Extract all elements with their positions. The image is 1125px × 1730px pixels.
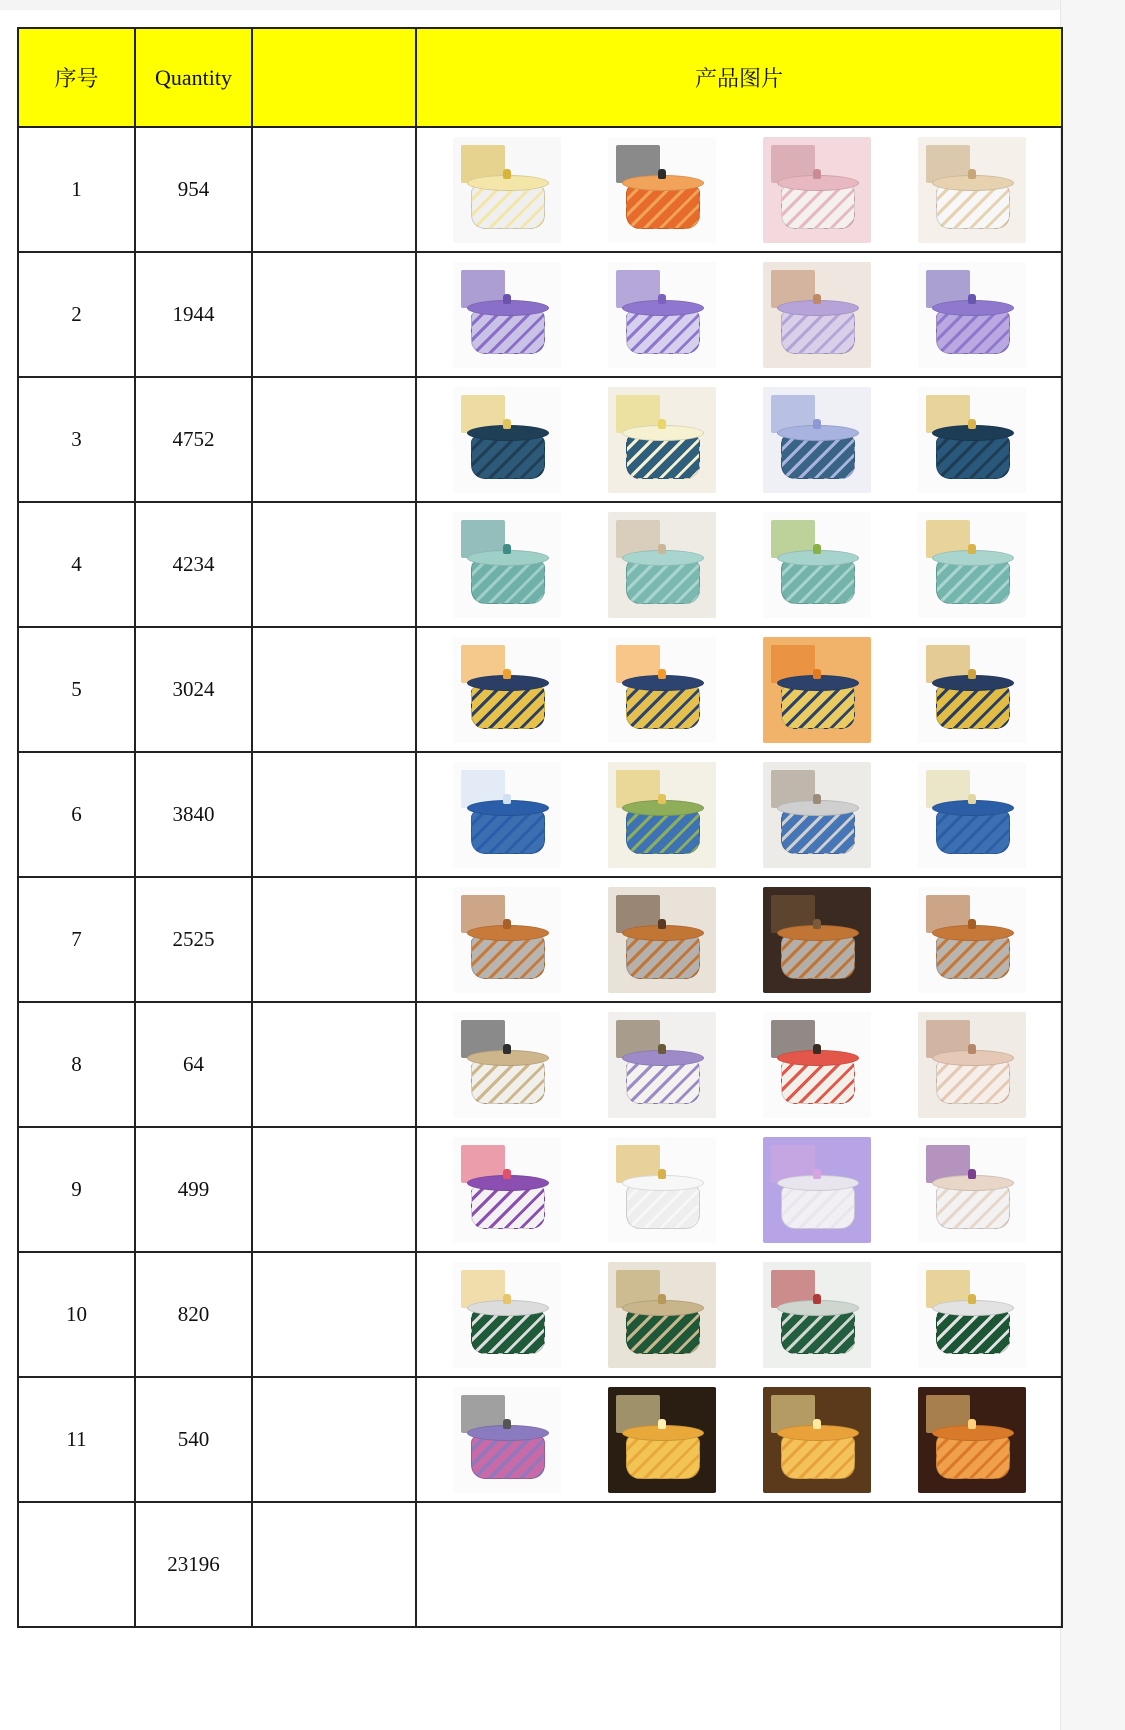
product-images-cell — [416, 1377, 1062, 1502]
candle-container-shape — [781, 560, 855, 604]
lid-knob-shape — [813, 294, 821, 304]
quantity-cell: 1944 — [135, 252, 252, 377]
blue-tin-living-room-image — [763, 762, 871, 868]
candle-container-shape — [936, 1060, 1010, 1104]
lid-knob-shape — [968, 1419, 976, 1429]
lid-knob-shape — [813, 1294, 821, 1304]
table-row — [18, 1377, 1062, 1502]
total-blank-cell — [252, 1502, 416, 1627]
quantity-cell: 820 — [135, 1252, 252, 1377]
lid-knob-shape — [658, 919, 666, 929]
top-strip — [0, 0, 1125, 10]
christmas-decor-collage-image — [763, 1262, 871, 1368]
candle-container-shape — [471, 310, 545, 354]
blank-cell — [252, 1002, 416, 1127]
frosted-jar-set-detail-image — [918, 1137, 1026, 1243]
lid-knob-shape — [968, 669, 976, 679]
lid-knob-shape — [658, 669, 666, 679]
candle-container-shape — [626, 1185, 700, 1229]
lid-knob-shape — [503, 169, 511, 179]
blank-cell — [252, 252, 416, 377]
product-images-cell — [416, 252, 1062, 377]
candle-container-shape — [626, 435, 700, 479]
lid-knob-shape — [968, 419, 976, 429]
serial-number-cell: 5 — [18, 627, 135, 752]
lid-knob-shape — [658, 169, 666, 179]
fairy-lights-bedroom-image — [918, 1387, 1026, 1493]
lid-knob-shape — [503, 294, 511, 304]
lid-knob-shape — [658, 294, 666, 304]
table-row — [18, 1252, 1062, 1377]
product-image-strip — [417, 1257, 1061, 1372]
lid-knob-shape — [968, 1044, 976, 1054]
navy-tin-with-orchid-image — [608, 387, 716, 493]
candle-container-shape — [936, 1185, 1010, 1229]
lid-knob-shape — [813, 919, 821, 929]
candle-container-shape — [626, 685, 700, 729]
serial-number-cell: 1 — [18, 127, 135, 252]
blank-cell — [252, 1377, 416, 1502]
quantity-cell: 64 — [135, 1002, 252, 1127]
lid-knob-shape — [503, 1169, 511, 1179]
lid-knob-shape — [658, 1044, 666, 1054]
serial-number-cell: 11 — [18, 1377, 135, 1502]
copper-lid-candle-tin-image — [918, 887, 1026, 993]
blank-cell — [252, 752, 416, 877]
serial-number-cell: 3 — [18, 377, 135, 502]
candle-container-shape — [936, 560, 1010, 604]
lifestyle-collage-image — [763, 262, 871, 368]
quantity-cell: 540 — [135, 1377, 252, 1502]
quantity-cell: 2525 — [135, 877, 252, 1002]
serial-number-cell: 9 — [18, 1127, 135, 1252]
candle-container-shape — [936, 1310, 1010, 1354]
candle-container-shape — [936, 1435, 1010, 1479]
page-right-margin — [1060, 0, 1125, 1730]
lid-knob-shape — [813, 419, 821, 429]
candle-container-shape — [471, 435, 545, 479]
lid-knob-shape — [503, 669, 511, 679]
product-image-strip — [417, 1007, 1061, 1122]
quantity-cell: 499 — [135, 1127, 252, 1252]
lid-knob-shape — [813, 1169, 821, 1179]
candle-container-shape — [936, 435, 1010, 479]
lid-knob-shape — [813, 794, 821, 804]
candle-container-shape — [781, 310, 855, 354]
table-row — [18, 877, 1062, 1002]
purple-lid-candle-tin-with-box-image — [453, 262, 561, 368]
blank-cell — [252, 627, 416, 752]
product-image-strip — [417, 632, 1061, 747]
navy-geometric-candle-tin-with-box-image — [453, 387, 561, 493]
header-serial-number: 序号 — [18, 28, 135, 127]
product-image-strip — [417, 757, 1061, 872]
total-serial-cell — [18, 1502, 135, 1627]
navy-tin-with-hydrangea-image — [763, 387, 871, 493]
candle-container-shape — [936, 310, 1010, 354]
lid-knob-shape — [813, 1044, 821, 1054]
candle-container-shape — [626, 185, 700, 229]
candle-container-shape — [471, 1435, 545, 1479]
lid-knob-shape — [968, 544, 976, 554]
lid-knob-shape — [968, 294, 976, 304]
peace-candle-on-tray-image — [608, 1262, 716, 1368]
candle-container-shape — [781, 685, 855, 729]
yellow-floral-candle-tin-image — [918, 637, 1026, 743]
candle-container-shape — [781, 435, 855, 479]
heart-card-candle-jar-image — [453, 1137, 561, 1243]
copper-tin-with-coffee-beans-image — [608, 887, 716, 993]
candle-container-shape — [626, 1060, 700, 1104]
lid-knob-shape — [503, 1294, 511, 1304]
candle-with-soy-beans-image — [918, 137, 1026, 243]
product-image-strip — [417, 132, 1061, 247]
candle-container-shape — [626, 1310, 700, 1354]
lid-knob-shape — [813, 669, 821, 679]
table-row — [18, 252, 1062, 377]
product-image-strip — [417, 882, 1061, 997]
lid-knob-shape — [968, 169, 976, 179]
lid-knob-shape — [658, 1294, 666, 1304]
product-images-cell — [416, 127, 1062, 252]
quantity-cell: 3024 — [135, 627, 252, 752]
product-images-cell — [416, 1002, 1062, 1127]
teal-geometric-candle-tin-with-box-image — [453, 512, 561, 618]
blank-cell — [252, 377, 416, 502]
teal-geometric-candle-tin-image — [918, 512, 1026, 618]
candle-container-shape — [471, 1060, 545, 1104]
purple-tin-with-lavender-image — [608, 262, 716, 368]
table-row — [18, 627, 1062, 752]
lid-knob-shape — [658, 419, 666, 429]
quantity-cell: 4752 — [135, 377, 252, 502]
serial-number-cell: 2 — [18, 252, 135, 377]
lid-knob-shape — [968, 794, 976, 804]
candle-container-shape — [781, 1185, 855, 1229]
blank-cell — [252, 502, 416, 627]
product-images-cell — [416, 1252, 1062, 1377]
table-row — [18, 502, 1062, 627]
table-row — [18, 127, 1062, 252]
blue-floral-candle-tin-with-box-image — [453, 762, 561, 868]
yellow-floral-candle-tin-with-box-image — [453, 637, 561, 743]
candle-container-shape — [626, 1435, 700, 1479]
candle-container-shape — [936, 810, 1010, 854]
blank-cell — [252, 1127, 416, 1252]
blue-floral-candle-tin-image — [918, 762, 1026, 868]
product-quantity-table — [17, 27, 1063, 1628]
star-curtain-lights-window-image — [763, 1387, 871, 1493]
spa-lifestyle-collage-image — [918, 1012, 1026, 1118]
product-image-strip — [417, 1382, 1061, 1497]
lid-knob-shape — [503, 794, 511, 804]
serial-number-cell: 10 — [18, 1252, 135, 1377]
yellow-tin-with-citrus-image — [608, 637, 716, 743]
blank-cell — [252, 127, 416, 252]
candle-container-shape — [471, 1185, 545, 1229]
quantity-cell: 954 — [135, 127, 252, 252]
candle-container-shape — [471, 1310, 545, 1354]
header-blank — [252, 28, 416, 127]
serial-number-cell: 4 — [18, 502, 135, 627]
blue-tin-with-olive-oil-image — [608, 762, 716, 868]
frosted-glass-jar-with-butterfly-image — [608, 1137, 716, 1243]
white-floral-candle-jar-image — [453, 137, 561, 243]
glass-candle-with-lavender-image — [608, 1012, 716, 1118]
candle-container-shape — [471, 560, 545, 604]
frosted-jar-with-crystals-image — [763, 1137, 871, 1243]
lid-knob-shape — [503, 544, 511, 554]
candle-container-shape — [936, 685, 1010, 729]
lid-knob-shape — [658, 1419, 666, 1429]
candle-container-shape — [626, 935, 700, 979]
product-images-cell — [416, 877, 1062, 1002]
product-image-strip — [417, 507, 1061, 622]
blank-cell — [252, 877, 416, 1002]
candle-container-shape — [626, 560, 700, 604]
glass-candle-with-grapefruit-image — [763, 1012, 871, 1118]
lid-knob-shape — [658, 1169, 666, 1179]
copper-tin-dark-scene-image — [763, 887, 871, 993]
candle-container-shape — [471, 685, 545, 729]
candle-container-shape — [781, 185, 855, 229]
serial-number-cell: 7 — [18, 877, 135, 1002]
peace-candle-detail-image — [918, 1262, 1026, 1368]
product-image-strip — [417, 1132, 1061, 1247]
table-row — [18, 377, 1062, 502]
candle-container-shape — [781, 935, 855, 979]
string-light-box-spec-image — [453, 1387, 561, 1493]
header-row — [18, 28, 1062, 127]
table-row — [18, 752, 1062, 877]
candle-container-shape — [781, 1060, 855, 1104]
candle-container-shape — [626, 810, 700, 854]
candle-container-shape — [781, 1310, 855, 1354]
pink-flower-candle-image — [763, 137, 871, 243]
product-images-cell — [416, 752, 1062, 877]
navy-geometric-candle-tin-image — [918, 387, 1026, 493]
lid-knob-shape — [968, 1294, 976, 1304]
teal-tin-with-green-tea-image — [763, 512, 871, 618]
lid-knob-shape — [968, 1169, 976, 1179]
candle-container-shape — [936, 935, 1010, 979]
lid-knob-shape — [968, 919, 976, 929]
lid-knob-shape — [503, 419, 511, 429]
header-product-images: 产品图片 — [416, 28, 1062, 127]
product-images-cell — [416, 377, 1062, 502]
candle-container-shape — [471, 810, 545, 854]
candle-container-shape — [471, 935, 545, 979]
total-images-cell — [416, 1502, 1062, 1627]
copper-lid-candle-tin-with-box-image — [453, 887, 561, 993]
serial-number-cell: 6 — [18, 752, 135, 877]
quantity-cell: 4234 — [135, 502, 252, 627]
yellow-tin-with-oranges-image — [763, 637, 871, 743]
product-images-cell — [416, 502, 1062, 627]
lid-knob-shape — [813, 544, 821, 554]
candle-container-shape — [626, 310, 700, 354]
lid-knob-shape — [813, 1419, 821, 1429]
candle-container-shape — [781, 810, 855, 854]
lid-knob-shape — [813, 169, 821, 179]
table-row — [18, 1002, 1062, 1127]
product-image-strip — [417, 382, 1061, 497]
table-row — [18, 1127, 1062, 1252]
star-curtain-lights-image — [608, 1387, 716, 1493]
lid-knob-shape — [503, 1419, 511, 1429]
quantity-cell: 3840 — [135, 752, 252, 877]
teal-tin-lifestyle-image — [608, 512, 716, 618]
product-images-cell — [416, 1127, 1062, 1252]
purple-floral-candle-tin-image — [918, 262, 1026, 368]
candle-container-shape — [781, 1435, 855, 1479]
blank-cell — [252, 1252, 416, 1377]
header-quantity: Quantity — [135, 28, 252, 127]
lid-knob-shape — [503, 919, 511, 929]
orange-floral-gift-box-image — [608, 137, 716, 243]
candle-container-shape — [471, 185, 545, 229]
candle-container-shape — [936, 185, 1010, 229]
serial-number-cell: 8 — [18, 1002, 135, 1127]
product-images-cell — [416, 627, 1062, 752]
lid-knob-shape — [503, 1044, 511, 1054]
product-image-strip — [417, 257, 1061, 372]
lid-knob-shape — [658, 544, 666, 554]
peace-christmas-candle-with-box-image — [453, 1262, 561, 1368]
total-row — [18, 1502, 1062, 1627]
total-quantity-cell: 23196 — [135, 1502, 252, 1627]
glass-jar-candles-with-kraft-box-image — [453, 1012, 561, 1118]
lid-knob-shape — [658, 794, 666, 804]
